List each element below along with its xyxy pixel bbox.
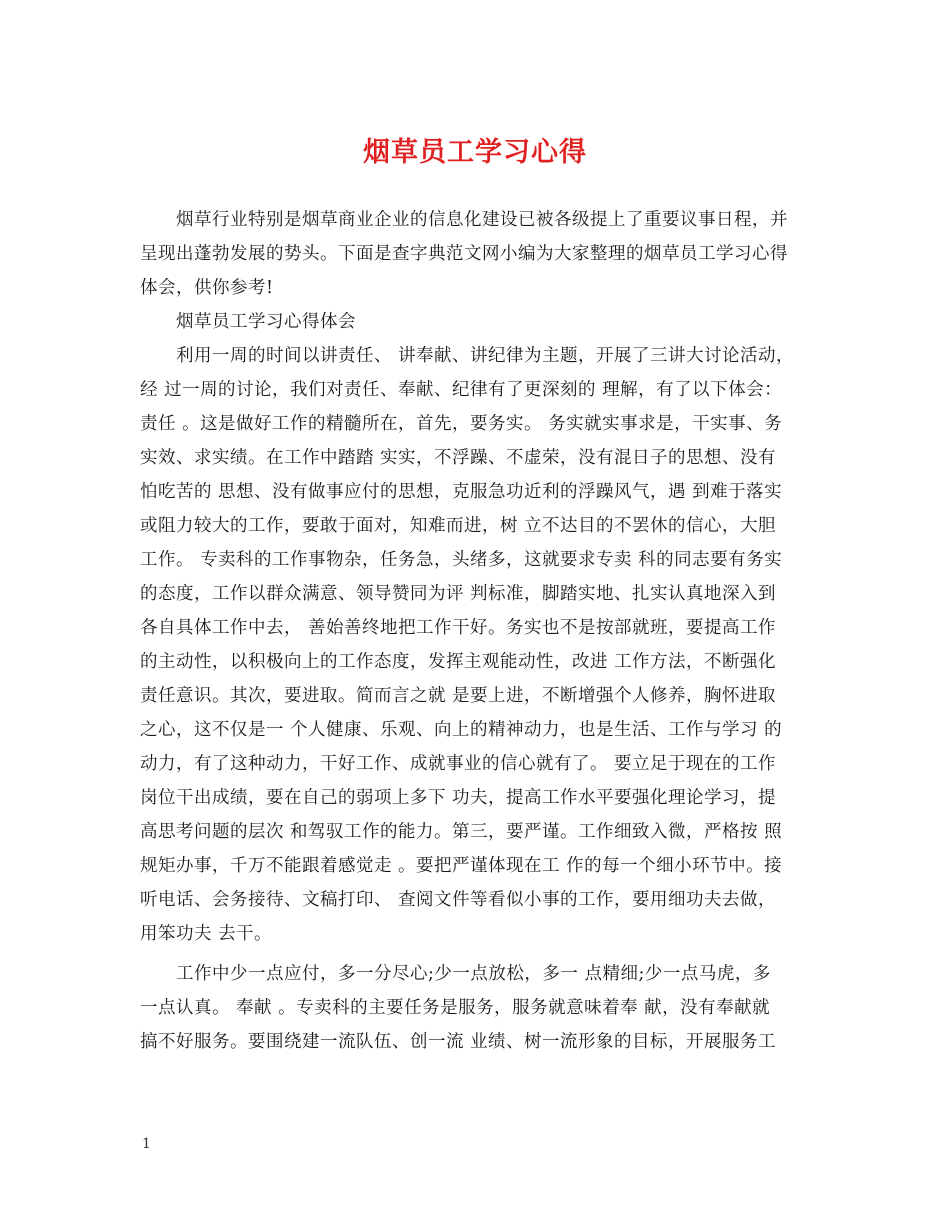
body-line: 利用一周的时间以讲责任、 讲奉献、讲纪律为主题，开展了三讲大讨论活动， [176,346,795,366]
body-line: 经 过一周的讨论，我们对责任、奉献、纪律有了更深刻的 理解，有了以下体会： [140,380,783,400]
body-line: 各自具体工作中去， 善始善终地把工作干好。务实也不是按部就班，要提高工作 [140,618,777,638]
body-line: 规矩办事，千万不能跟着感觉走 。要把严谨体现在工 作的每一个细小环节中。接 [140,856,783,876]
body-line: 责任 。这是做好工作的精髓所在，首先，要务实。 务实就实事求是，干实事、务 [140,414,783,434]
body-line: 用笨功夫 去干。 [140,924,273,944]
body-line: 的主动性，以积极向上的工作态度，发挥主观能动性，改进 工作方法，不断强化 [140,652,777,672]
body-line: 听电话、会务接待、文稿打印、 查阅文件等看似小事的工作，要用细功夫去做， [140,890,777,910]
body-line: 之心，这不仅是一 个人健康、乐观、向上的精神动力，也是生活、工作与学习 的 [140,720,783,740]
section-heading: 烟草员工学习心得体会 [176,312,356,332]
body-line: 岗位干出成绩，要在自己的弱项上多下 功夫，提高工作水平要强化理论学习，提 [140,788,777,808]
body-line: 或阻力较大的工作，要敢于面对，知难而进，树 立不达目的不罢休的信心，大胆 [140,516,777,536]
body-line: 一点认真。 奉献 。专卖科的主要任务是服务，服务就意味着奉 献，没有奉献就 [140,998,771,1018]
body-line: 搞不好服务。要围绕建一流队伍、创一流 业绩、树一流形象的目标，开展服务工 [140,1032,777,1052]
document-body [140,203,812,1059]
body-line: 呈现出蓬勃发展的势头。下面是查字典范文网小编为大家整理的烟草员工学习心得 [140,244,788,264]
body-line: 工作。 专卖科的工作事物杂，任务急，头绪多，这就要求专卖 科的同志要有务实 [140,550,783,570]
body-line: 动力，有了这种动力，干好工作、成就事业的信心就有了。 要立足于现在的工作 [140,754,777,774]
page-number: 1 [142,1136,151,1152]
body-line: 高思考问题的层次 和驾驭工作的能力。第三，要严谨。工作细致入微，严格按 照 [140,822,783,842]
body-line: 的态度，工作以群众满意、领导赞同为评 判标准，脚踏实地、扎实认真地深入到 [140,584,777,604]
document-title: 烟草员工学习心得 [363,137,587,168]
body-line: 烟草行业特别是烟草商业企业的信息化建设已被各级提上了重要议事日程，并 [176,210,788,230]
body-line: 实效、求实绩。在工作中踏踏 实实，不浮躁、不虚荣，没有混日子的思想、没有 [140,448,777,468]
body-line: 工作中少一点应付，多一分尽心;少一点放松，多一 点精细;少一点马虎，多 [176,964,771,984]
body-line: 责任意识。其次，要进取。简而言之就 是要上进，不断增强个人修养，胸怀进取 [140,686,777,706]
body-line: 体会，供你参考! [140,278,274,298]
body-line: 怕吃苦的 思想、没有做事应付的思想，克服急功近利的浮躁风气，遇 到难于落实 [140,482,783,502]
